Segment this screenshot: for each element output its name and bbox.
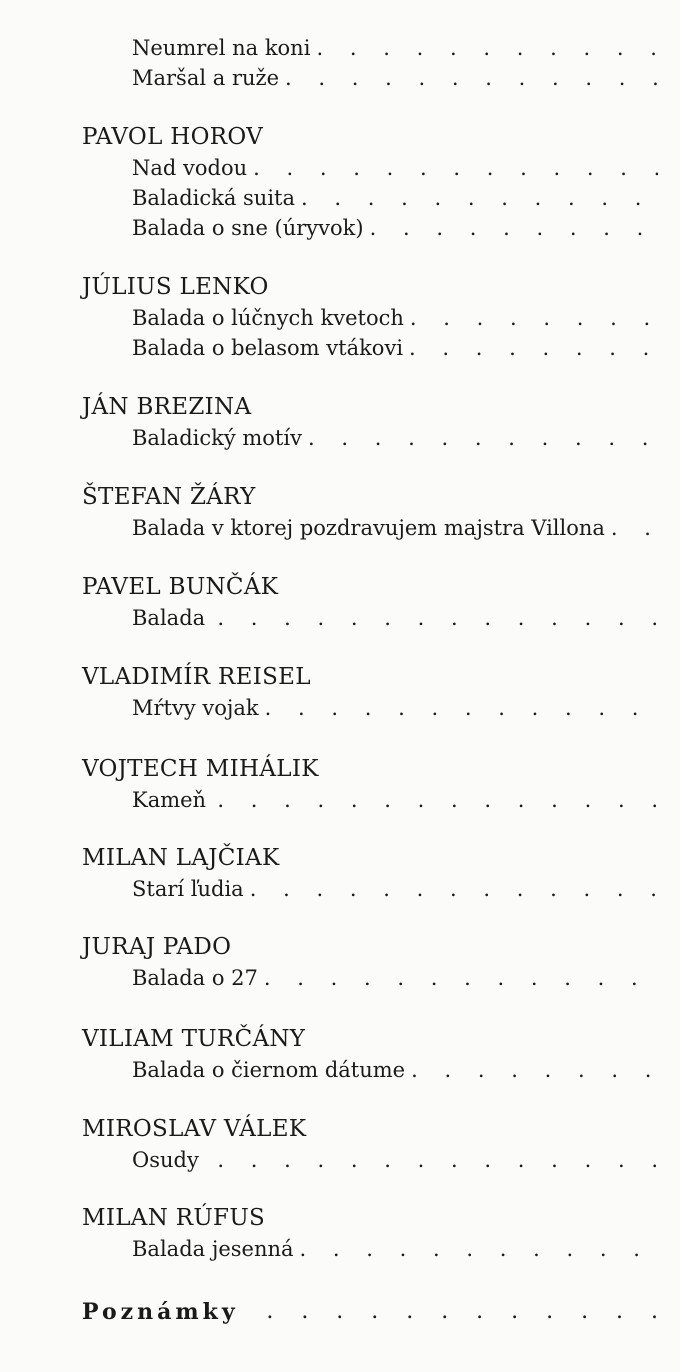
poem-title: Balada o lúčnych kvetoch — [132, 306, 404, 330]
dot-leader — [250, 874, 658, 904]
toc-entry[interactable] — [132, 1055, 658, 1085]
author-name: VLADIMÍR REISEL — [82, 664, 311, 690]
toc-entry[interactable] — [132, 603, 658, 633]
dot-leader — [410, 303, 658, 333]
author-name: VILIAM TURČÁNY — [82, 1026, 306, 1052]
author-name: PAVEL BUNČÁK — [82, 574, 279, 600]
toc-entry[interactable] — [132, 153, 658, 183]
author-name: ŠTEFAN ŽÁRY — [82, 484, 256, 510]
poem-title: Mŕtvy vojak — [132, 696, 259, 720]
notes-entry[interactable] — [82, 1297, 658, 1327]
poem-title: Nad vodou — [132, 156, 248, 180]
author-name: PAVOL HOROV — [82, 124, 264, 150]
dot-leader — [611, 513, 658, 543]
poem-title: Neumrel na koni — [132, 36, 311, 60]
poem-title: Balada jesenná — [132, 1237, 294, 1261]
dot-leader — [212, 785, 658, 815]
poem-title: Balada v ktorej pozdravujem majstra Villona — [132, 516, 605, 540]
dot-leader — [285, 63, 658, 93]
author-name: MILAN RÚFUS — [82, 1205, 266, 1231]
toc-entry[interactable] — [132, 874, 658, 904]
poem-title: Osudy — [132, 1148, 199, 1172]
poem-title: Balada o čiernom dátume — [132, 1058, 406, 1082]
toc-entry[interactable] — [132, 1145, 658, 1175]
dot-leader — [249, 1297, 658, 1327]
dot-leader — [265, 693, 658, 723]
poem-title: Balada — [132, 606, 206, 630]
poem-title: Kameň — [132, 788, 207, 812]
dot-leader — [264, 963, 658, 993]
dot-leader — [370, 213, 658, 243]
toc-entry[interactable] — [132, 303, 658, 333]
poem-title: Balada o belasom vtákovi — [132, 336, 404, 360]
toc-entry[interactable] — [132, 1234, 658, 1264]
poem-title: Baladický motív — [132, 426, 302, 450]
dot-leader — [316, 33, 658, 63]
poem-title: Maršal a ruže — [132, 66, 279, 90]
dot-leader — [301, 183, 658, 213]
toc-entry[interactable] — [132, 183, 658, 213]
toc-entry[interactable] — [132, 423, 658, 453]
dot-leader — [300, 1234, 658, 1264]
dot-leader — [411, 1055, 658, 1085]
author-name: VOJTECH MIHÁLIK — [82, 756, 319, 782]
poem-title: Balada o 27 — [132, 966, 258, 990]
author-name: MIROSLAV VÁLEK — [82, 1116, 307, 1142]
dot-leader — [205, 1145, 658, 1175]
poem-title: Starí ľudia — [132, 877, 244, 901]
author-name: JÚLIUS LENKO — [82, 274, 269, 300]
toc-entry[interactable] — [132, 513, 658, 543]
toc-entry[interactable] — [132, 213, 658, 243]
poem-title: Balada o sne (úryvok) — [132, 216, 364, 240]
dot-leader — [211, 603, 658, 633]
poem-title: Baladická suita — [132, 186, 296, 210]
toc-entry[interactable] — [132, 785, 658, 815]
toc-entry[interactable] — [132, 333, 658, 363]
dot-leader — [253, 153, 658, 183]
notes-label: Poznámky — [82, 1299, 239, 1325]
author-name: MILAN LAJČIAK — [82, 845, 280, 871]
author-name: JURAJ PADO — [82, 934, 232, 960]
toc-entry[interactable] — [132, 33, 658, 63]
dot-leader — [409, 333, 658, 363]
author-name: JÁN BREZINA — [82, 394, 252, 420]
dot-leader — [308, 423, 658, 453]
toc-entry[interactable] — [132, 963, 658, 993]
toc-entry[interactable] — [132, 693, 658, 723]
toc-entry[interactable] — [132, 63, 658, 93]
